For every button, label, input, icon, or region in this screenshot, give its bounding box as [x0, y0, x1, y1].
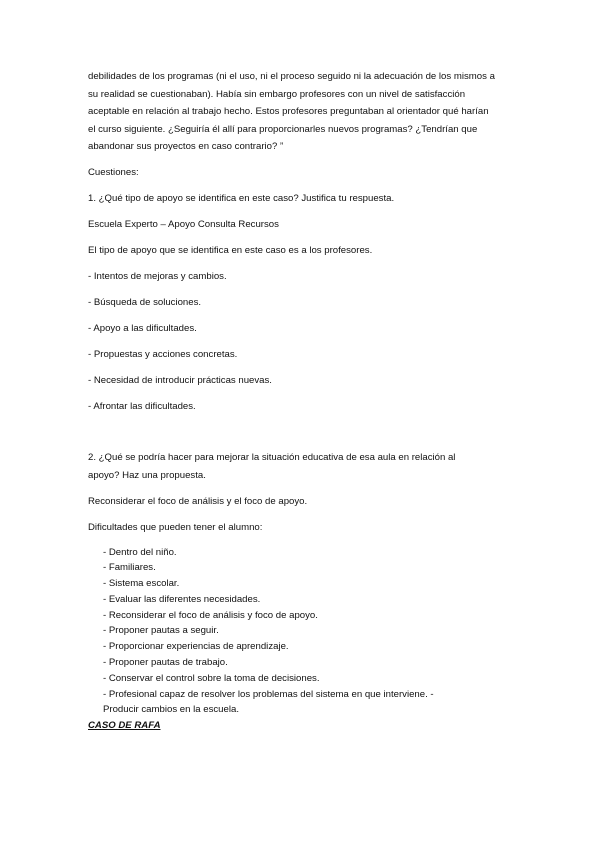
- intro-line: su realidad se cuestionaban). Había sin embargo profesores con un nivel de satisfacción: [88, 88, 466, 100]
- question-1-model: Escuela Experto – Apoyo Consulta Recursos: [88, 218, 279, 230]
- list-item: Producir cambios en la escuela.: [103, 704, 239, 716]
- question-2-answer: Reconsiderar el foco de análisis y el foco de apoyo.: [88, 495, 308, 507]
- section-title-caso-de-rafa: CASO DE RAFA: [88, 720, 161, 732]
- difficulties-list: [88, 545, 528, 719]
- intro-paragraph: [88, 68, 528, 156]
- cuestiones-label: Cuestiones:: [88, 166, 139, 178]
- list-item: - Conservar el control sobre la toma de decisiones.: [103, 672, 320, 684]
- list-item: - Intentos de mejoras y cambios.: [88, 270, 227, 282]
- list-item: - Evaluar las diferentes necesidades.: [103, 593, 261, 605]
- list-item: - Propuestas y acciones concretas.: [88, 348, 238, 360]
- intro-line: debilidades de los programas (ni el uso, ni el proceso seguido ni la adecuación de los mismos a: [88, 71, 495, 82]
- document-body: [88, 68, 528, 742]
- list-item: - Necesidad de introducir prácticas nuevas.: [88, 374, 272, 386]
- question-2-line: 2. ¿Qué se podría hacer para mejorar la situación educativa de esa aula en relación al: [88, 452, 456, 463]
- intro-line: aceptable en relación al trabajo hecho. Estos profesores preguntaban al orientador qué harían: [88, 106, 489, 117]
- list-item: - Proponer pautas a seguir.: [103, 625, 219, 637]
- intro-line: el curso siguiente. ¿Seguiría él allí para proporcionarles nuevos programas? ¿Tendrían que: [88, 123, 478, 135]
- list-item: - Familiares.: [103, 562, 156, 574]
- list-item: - Dentro del niño.: [103, 546, 177, 558]
- list-item: - Reconsiderar el foco de análisis y foco de apoyo.: [103, 609, 318, 621]
- list-item: - Profesional capaz de resolver los problemas del sistema en que interviene. -: [103, 688, 434, 700]
- list-item: - Sistema escolar.: [103, 578, 180, 590]
- question-2-line: apoyo? Haz una propuesta.: [88, 469, 206, 481]
- list-item: - Búsqueda de soluciones.: [88, 296, 202, 308]
- question-1: 1. ¿Qué tipo de apoyo se identifica en este caso? Justifica tu respuesta.: [88, 192, 395, 204]
- list-item: - Afrontar las dificultades.: [88, 400, 196, 412]
- difficulties-label: Dificultades que pueden tener el alumno:: [88, 521, 263, 533]
- question-2: [88, 449, 528, 484]
- list-item: - Proponer pautas de trabajo.: [103, 657, 228, 669]
- list-item: - Apoyo a las dificultades.: [88, 322, 197, 334]
- question-1-answer: El tipo de apoyo que se identifica en este caso es a los profesores.: [88, 244, 373, 256]
- intro-line: abandonar sus proyectos en caso contrario? ”: [88, 141, 284, 152]
- list-item: - Proporcionar experiencias de aprendizaje.: [103, 641, 289, 653]
